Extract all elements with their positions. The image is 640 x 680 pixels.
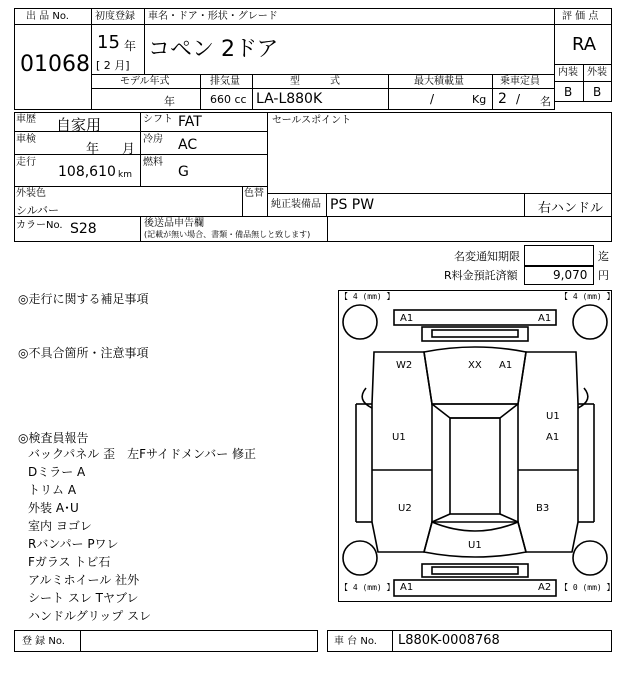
model-type: LA-L880K [256, 91, 323, 107]
mark-rear-bumper-right: A2 [538, 582, 552, 593]
tire-rear-left: 【 4 (mm) 】 [340, 583, 395, 592]
interior-grade: B [564, 85, 573, 99]
first-reg-month: [ 2 月] [96, 59, 130, 72]
tire-rear-right: 【 0 (mm) 】 [560, 583, 615, 592]
inspector-line: バックパネル 歪 左Fサイドメンバー 修正 [28, 447, 257, 461]
mark-right-door-u1: U1 [546, 411, 560, 422]
outer-color: シルバー [16, 204, 59, 217]
max-load-sep: / [430, 92, 435, 106]
tire-front-left: 【 4 (mm) 】 [340, 292, 395, 301]
equipment: PS PW [330, 197, 375, 213]
pad-right-1 [327, 216, 612, 242]
defect-notes-label: ◎不具合箇所・注意事項 [18, 346, 149, 360]
capacity: 2 [498, 91, 507, 107]
inspector-line: アルミホイール 社外 [28, 573, 140, 587]
inspector-label: ◎検査員報告 [18, 431, 89, 445]
color-change-label: 色替 [244, 188, 264, 199]
exterior-label: 外装 [587, 67, 607, 78]
chassis-no: L880K-0008768 [398, 633, 500, 648]
fuel: G [178, 164, 189, 180]
ac: AC [178, 137, 198, 153]
handle: 右ハンドル [538, 201, 604, 216]
chassis-no-label: 車 台 No. [334, 636, 377, 647]
mark-front-bumper-left: A1 [400, 313, 414, 324]
exterior-grade: B [593, 85, 602, 99]
equipment-label: 純正装備品 [271, 199, 321, 210]
inspector-line: Rバンパー Pワレ [28, 537, 119, 551]
type-label: 型 式 [290, 76, 340, 87]
fuel-label: 燃料 [143, 157, 163, 168]
meter-change-unit: 迄 [598, 250, 609, 263]
first-reg-year: 15 [97, 32, 120, 53]
mileage: 108,610 [58, 164, 116, 180]
inspector-line: 外装 A･U [28, 501, 79, 515]
history-label: 車歴 [16, 114, 36, 125]
mark-rear-right: B3 [536, 503, 550, 514]
history: 自家用 [56, 116, 102, 134]
lot-number-label: 出 品 No. [26, 11, 69, 22]
car-diagram [338, 290, 612, 602]
mark-hood-a1: A1 [499, 360, 513, 371]
score: RA [572, 34, 597, 55]
recycle-label: R料金預託済額 [444, 269, 518, 282]
max-load-unit: Kg [472, 93, 487, 106]
inspector-line: ハンドルグリップ スレ [28, 609, 152, 623]
tire-front-right: 【 4 (mm) 】 [560, 292, 615, 301]
recycle-value: 9,070 [553, 268, 588, 282]
first-reg-label: 初度登録 [95, 11, 135, 22]
history-block [14, 112, 268, 187]
mileage-unit: km [118, 170, 132, 180]
outer-color-label: 外装色 [16, 188, 46, 199]
mark-trunk: U1 [468, 540, 482, 551]
interior-label: 内装 [558, 67, 578, 78]
shift-label: シフト [143, 114, 173, 125]
mark-right-door-a1: A1 [546, 432, 560, 443]
inspector-line: 室内 ヨゴレ [28, 519, 92, 533]
mark-rear-left: U2 [398, 503, 412, 514]
car-name: コペン 2ドア [148, 37, 279, 62]
inspection-year-unit: 年 [86, 142, 100, 157]
inspector-line: Fガラス トビ石 [28, 555, 111, 569]
capacity-label: 乗車定員 [500, 76, 540, 87]
score-label: 評 価 点 [562, 11, 599, 22]
inspector-line: Dミラー A [28, 465, 86, 479]
mark-left-door: U1 [392, 432, 406, 443]
year-unit: 年 [124, 39, 137, 53]
displacement-label: 排気量 [210, 76, 240, 87]
mark-hood-xx: XX [468, 360, 482, 371]
ac-label: 冷房 [143, 134, 163, 145]
inspection-month-unit: 月 [122, 142, 136, 157]
model-year-unit: 年 [164, 95, 175, 108]
reg-no-label: 登 録 No. [22, 636, 65, 647]
inspector-line: トリム A [28, 483, 77, 497]
mark-rear-bumper-left: A1 [400, 582, 414, 593]
meter-change-label: 名変通知期限 [454, 250, 520, 263]
capacity-sep: / [516, 92, 521, 106]
mark-front-bumper-right: A1 [538, 313, 552, 324]
meter-change-box [524, 245, 594, 266]
aftermarket-note: (記載が無い場合、書類・備品無しと致します) [144, 230, 311, 239]
lot-number: 01068 [20, 52, 90, 77]
inspector-line: シート スレ Tヤブレ [28, 591, 139, 605]
mileage-label: 走行 [16, 157, 36, 168]
car-name-label: 車名・ドア・形状・グレード [148, 11, 278, 22]
displacement: 660 cc [210, 93, 247, 106]
color-no-label: カラーNo. [16, 220, 63, 231]
driving-notes-label: ◎走行に関する補足事項 [18, 292, 149, 306]
sales-point-label: セールスポイント [272, 115, 352, 126]
shift: FAT [178, 114, 202, 130]
mark-front-fender-left: W2 [396, 360, 413, 371]
capacity-unit: 名 [540, 95, 551, 108]
model-year-label: モデル年式 [120, 76, 170, 87]
inspection-label: 車検 [16, 134, 36, 145]
color-no: S28 [70, 221, 97, 237]
recycle-unit: 円 [598, 269, 609, 282]
max-load-label: 最大積載量 [414, 76, 464, 87]
aftermarket-label: 後送品申告欄 [144, 218, 204, 229]
